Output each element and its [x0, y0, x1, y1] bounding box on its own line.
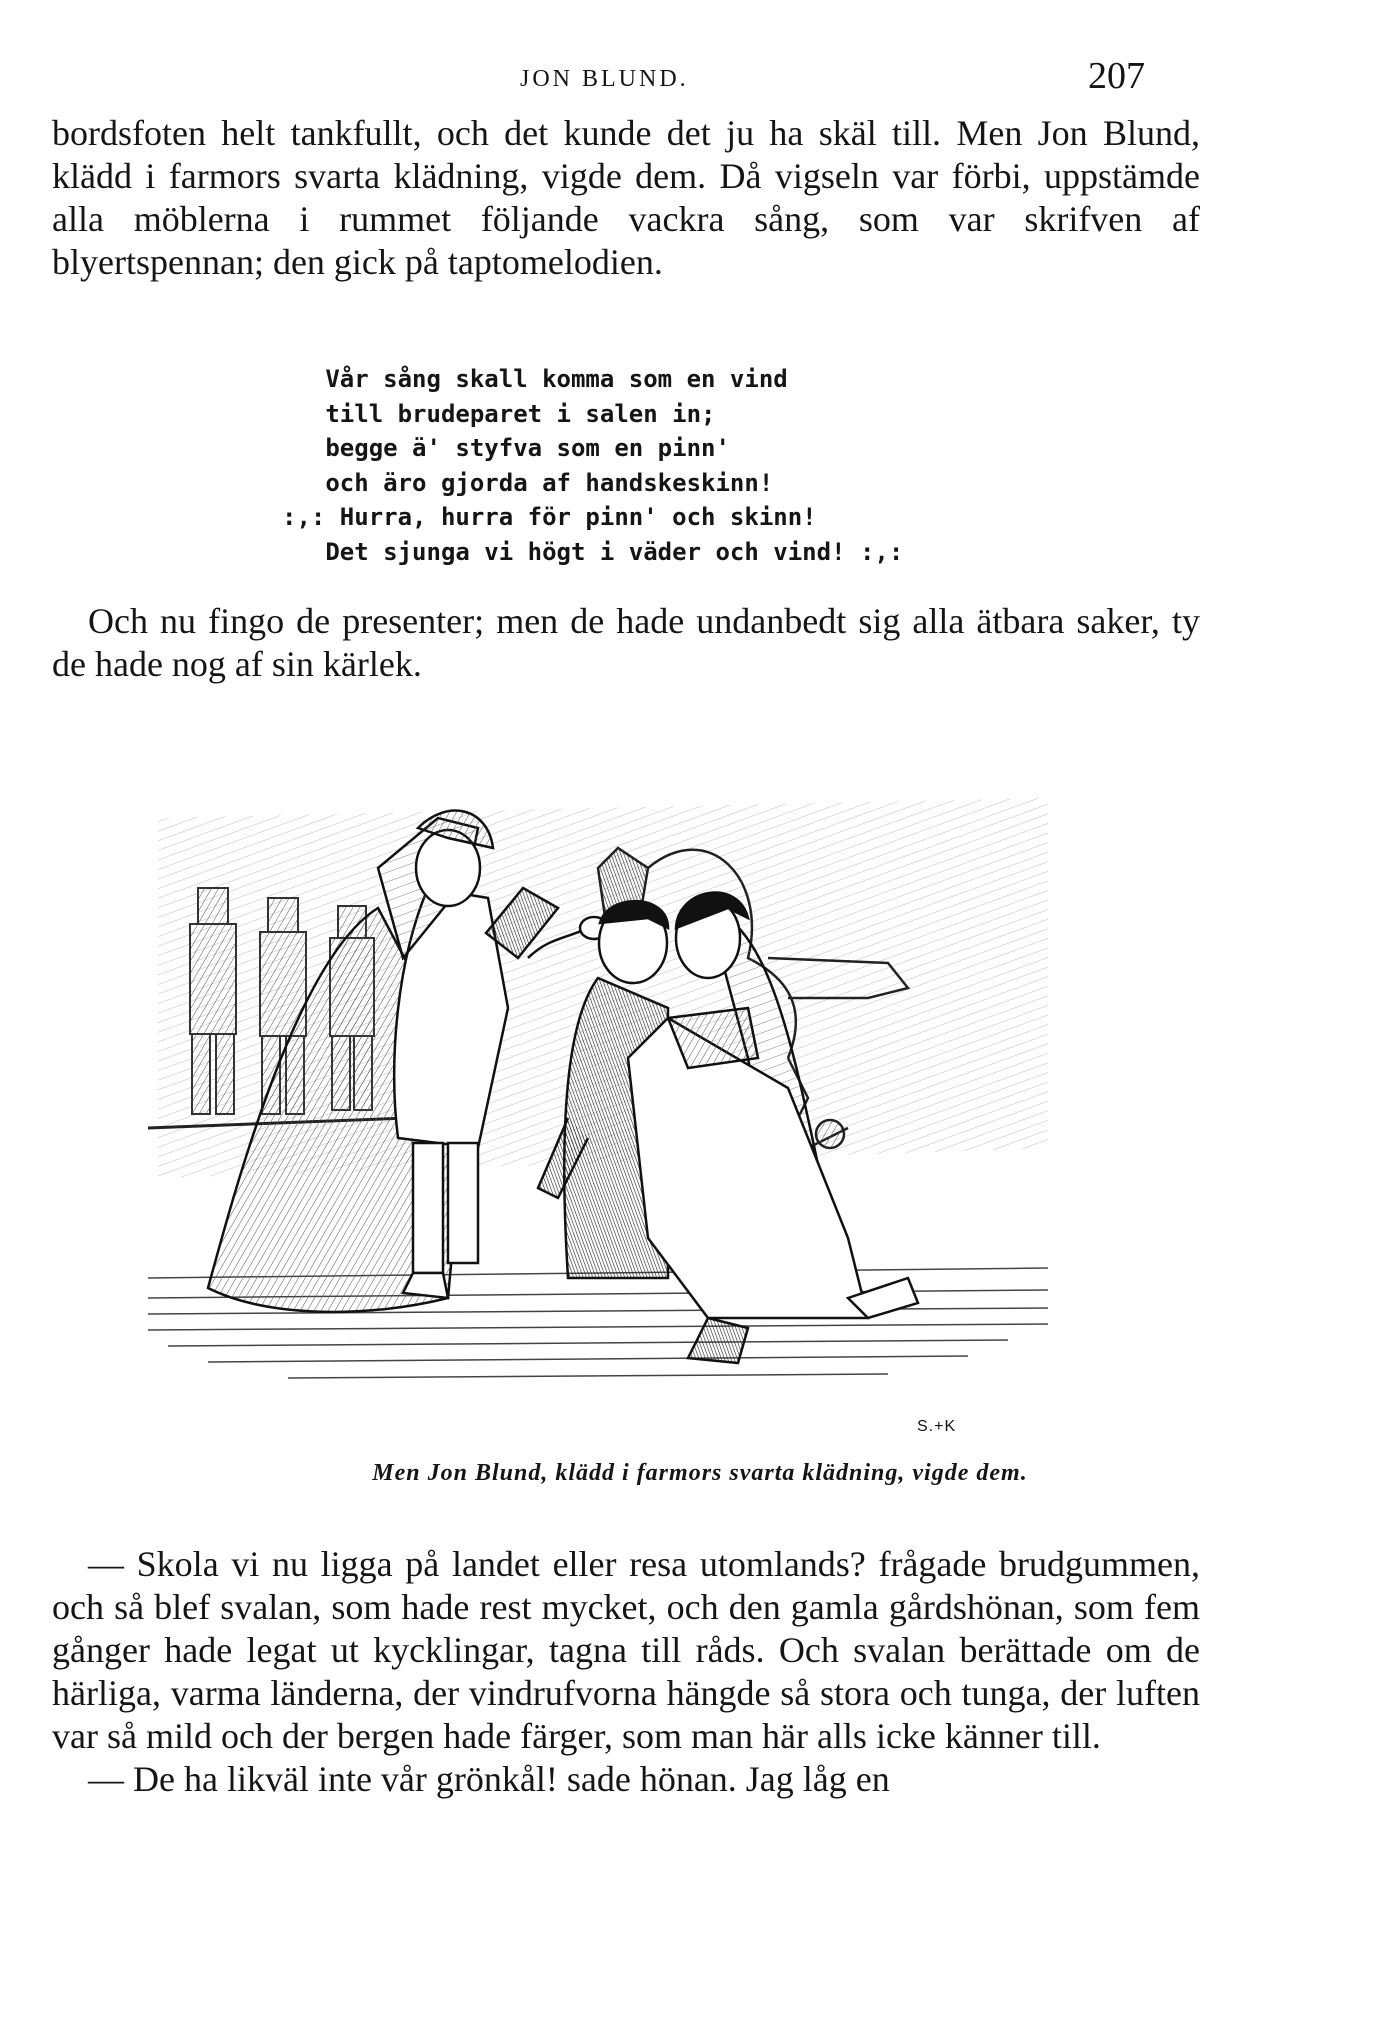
- verse-line: Vår sång skall komma som en vind: [282, 365, 788, 393]
- wedding-illustration: [148, 758, 1068, 1408]
- running-head: [0, 54, 1400, 104]
- paragraph-dialogue: [52, 1505, 1200, 1801]
- engraving-image: [148, 758, 1068, 1408]
- paragraph-text: Och nu fingo de presenter; men de hade undanbedt sig alla ätbara saker, ty de hade nog af sin kärlek.: [52, 601, 1200, 684]
- verse-block: [282, 362, 1082, 569]
- verse-line: till brudeparet i salen in;: [282, 399, 716, 428]
- page-number: 207: [1088, 55, 1145, 97]
- paragraph-text: — Skola vi nu ligga på landet eller resa utomlands? frågade brudgummen, och så blef svalan, som hade rest mycket, och den gamla gårdshönan, som fem gånger hade legat ut kycklingar, tagna till råds. Och svalan berättade om de härliga, varma länderna, der vindrufvorna hängde så stora och tunga, der luften var så mild och der bergen hade färger, som man här alls icke känner till.: [52, 1544, 1200, 1756]
- engraver-signature: S.+K: [917, 1418, 957, 1435]
- paragraph-text: — De ha likväl inte vår grönkål! sade hönan. Jag låg en: [88, 1759, 890, 1799]
- verse-line: Det sjunga vi högt i väder och vind! :,:: [282, 537, 904, 566]
- illustration-caption: Men Jon Blund, klädd i farmors svarta klädning, vigde dem.: [372, 1460, 1028, 1486]
- verse-line: och äro gjorda af handskeskinn!: [282, 468, 774, 497]
- paragraph-text: bordsfoten helt tankfullt, och det kunde det ju ha skäl till. Men Jon Blund, klädd i farmors svarta klädning, vigde dem. Då vigseln var förbi, uppstämde alla möblerna i rummet följande vackra sång, som var skrifven af blyertspennan; den gick på taptomelodien.: [52, 113, 1200, 282]
- verse-line: :,: Hurra, hurra för pinn' och skinn!: [282, 503, 817, 531]
- verse-line: begge ä' styfva som en pinn': [282, 434, 730, 462]
- paragraph-opening: [52, 112, 1200, 284]
- running-title: JON BLUND.: [520, 66, 689, 92]
- paragraph-presents: [52, 600, 1200, 686]
